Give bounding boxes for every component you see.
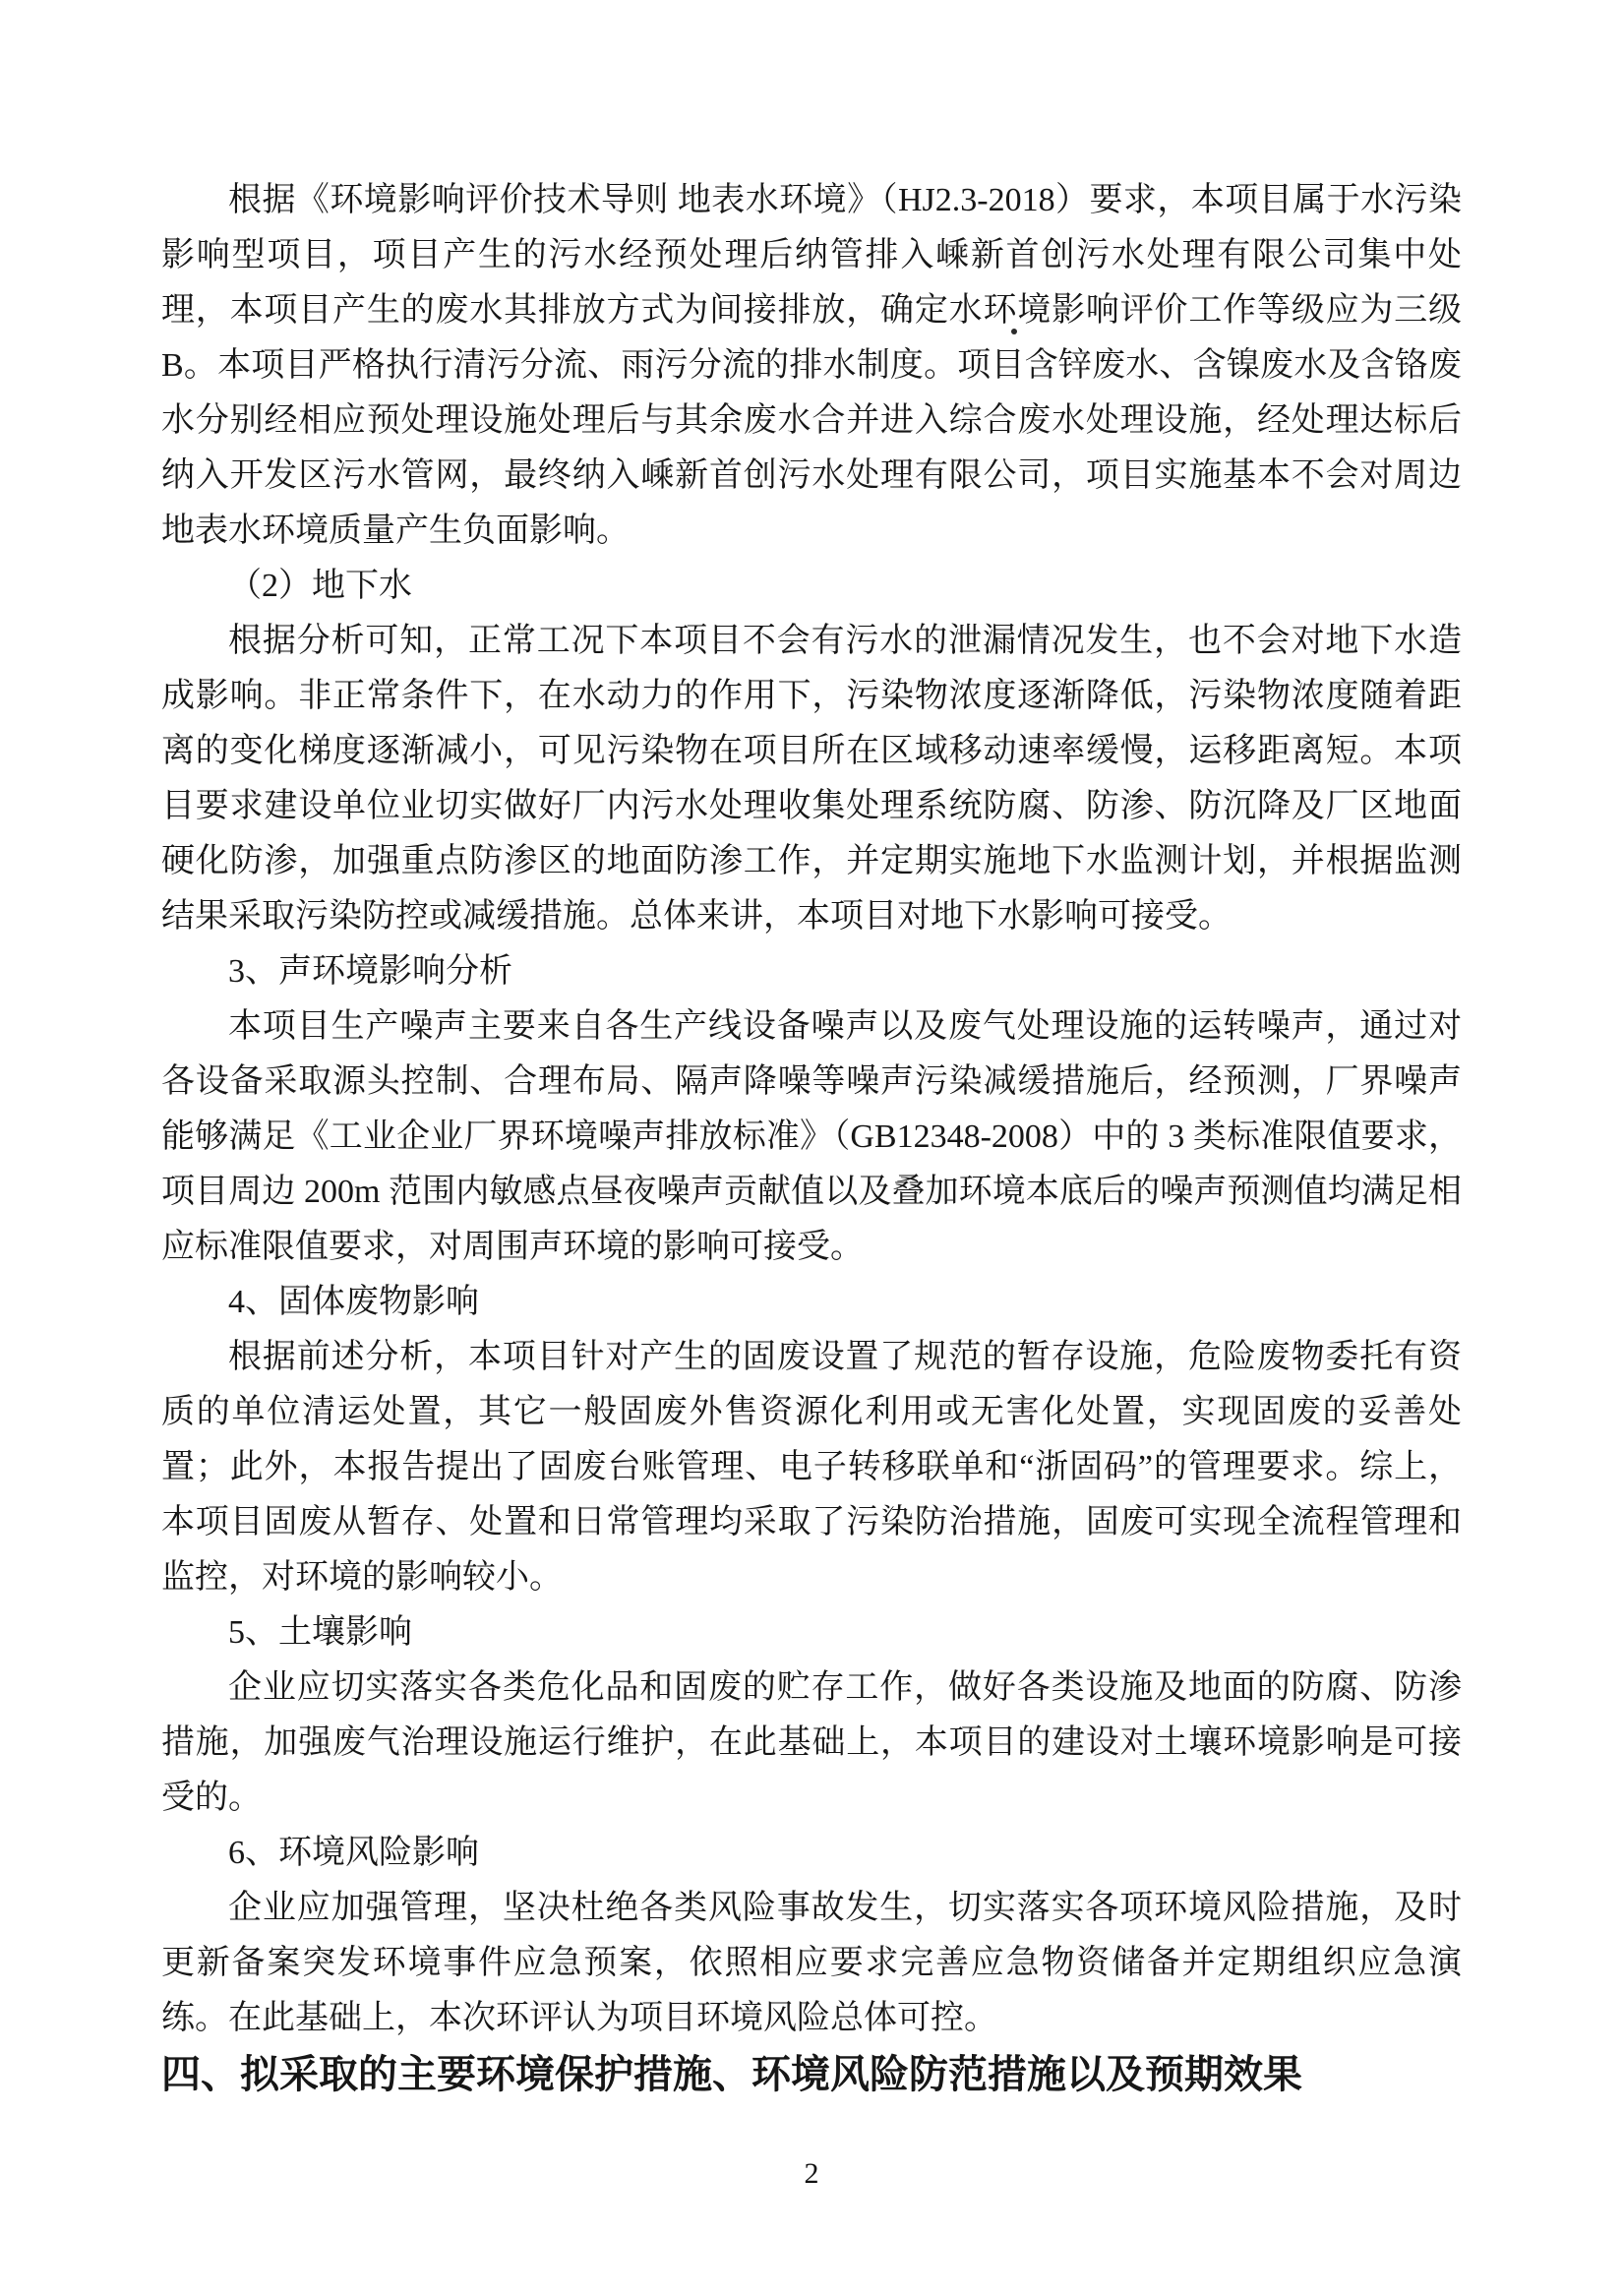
paragraph-noise: 本项目生产噪声主要来自各生产线设备噪声以及废气处理设施的运转噪声，通过对各设备采取源头控制、合理布局、隔声降噪等噪声污染减缓措施后，经预测，厂界噪声能够满足《工业企业厂界环境噪声排放标准》（GB12348-2008）中的 3 类标准限值要求，项目周边 200m 范围内敏感点昼夜噪声贡献值以及叠加环境本底后的噪声预测值均满足相应标准限值要求，对周围声环境的影响可接受。 bbox=[161, 1008, 1462, 1265]
subheading-environmental-risk: 6、环境风险影响 bbox=[228, 1835, 479, 1871]
section-heading-four: 四、拟采取的主要环境保护措施、环境风险防范措施以及预期效果 bbox=[161, 2052, 1302, 2096]
page-number: 2 bbox=[804, 2157, 819, 2190]
paragraph-environmental-risk: 企业应加强管理，坚决杜绝各类风险事故发生，切实落实各项环境风险措施，及时更新备案突发环境事件应急预案，依照相应要求完善应急物资储备并定期组织应急演练。在此基础上，本次环评认为项目环境风险总体可控。 bbox=[161, 1890, 1462, 2036]
subheading-noise: 3、声环境影响分析 bbox=[228, 953, 512, 990]
subheading-groundwater: （2）地下水 bbox=[228, 568, 412, 604]
document-body bbox=[161, 173, 1462, 2103]
emphasis-dot-mark bbox=[1011, 329, 1017, 334]
paragraph-surface-water: 根据《环境影响评价技术导则 地表水环境》（HJ2.3-2018）要求，本项目属于水污染影响型项目，项目产生的污水经预处理后纳管排入嵊新首创污水处理有限公司集中处理，本项目产生的废水其排放方式为间接排放，确定水环境影响评价工作等级应为三级B。本项目严格执行清污分流、雨污分流的排水制度。项目含锌废水、含镍废水及含铬废水分别经相应预处理设施处理后与其余废水合并进入综合废水处理设施，经处理达标后纳入开发区污水管网，最终纳入嵊新首创污水处理有限公司，项目实施基本不会对周边地表水环境质量产生负面影响。 bbox=[161, 182, 1462, 549]
subheading-solid-waste: 4、固体废物影响 bbox=[228, 1284, 479, 1320]
subheading-soil: 5、土壤影响 bbox=[228, 1614, 412, 1651]
paragraph-solid-waste: 根据前述分析，本项目针对产生的固废设置了规范的暂存设施，危险废物委托有资质的单位清运处置，其它一般固废外售资源化利用或无害化处置，实现固废的妥善处置；此外，本报告提出了固废台账管理、电子转移联单和“浙固码”的管理要求。综上，本项目固废从暂存、处置和日常管理均采取了污染防治措施，固废可实现全流程管理和监控，对环境的影响较小。 bbox=[161, 1339, 1462, 1596]
paragraph-soil: 企业应切实落实各类危化品和固废的贮存工作，做好各类设施及地面的防腐、防渗措施，加强废气治理设施运行维护，在此基础上，本项目的建设对土壤环境影响是可接受的。 bbox=[161, 1669, 1462, 1816]
paragraph-groundwater: 根据分析可知，正常工况下本项目不会有污水的泄漏情况发生，也不会对地下水造成影响。非正常条件下，在水动力的作用下，污染物浓度逐渐降低，污染物浓度随着距离的变化梯度逐渐减小，可见污染物在项目所在区域移动速率缓慢，运移距离短。本项目要求建设单位业切实做好厂内污水处理收集处理系统防腐、防渗、防沉降及厂区地面硬化防渗，加强重点防渗区的地面防渗工作，并定期实施地下水监测计划，并根据监测结果采取污染防控或减缓措施。总体来讲，本项目对地下水影响可接受。 bbox=[161, 623, 1462, 935]
